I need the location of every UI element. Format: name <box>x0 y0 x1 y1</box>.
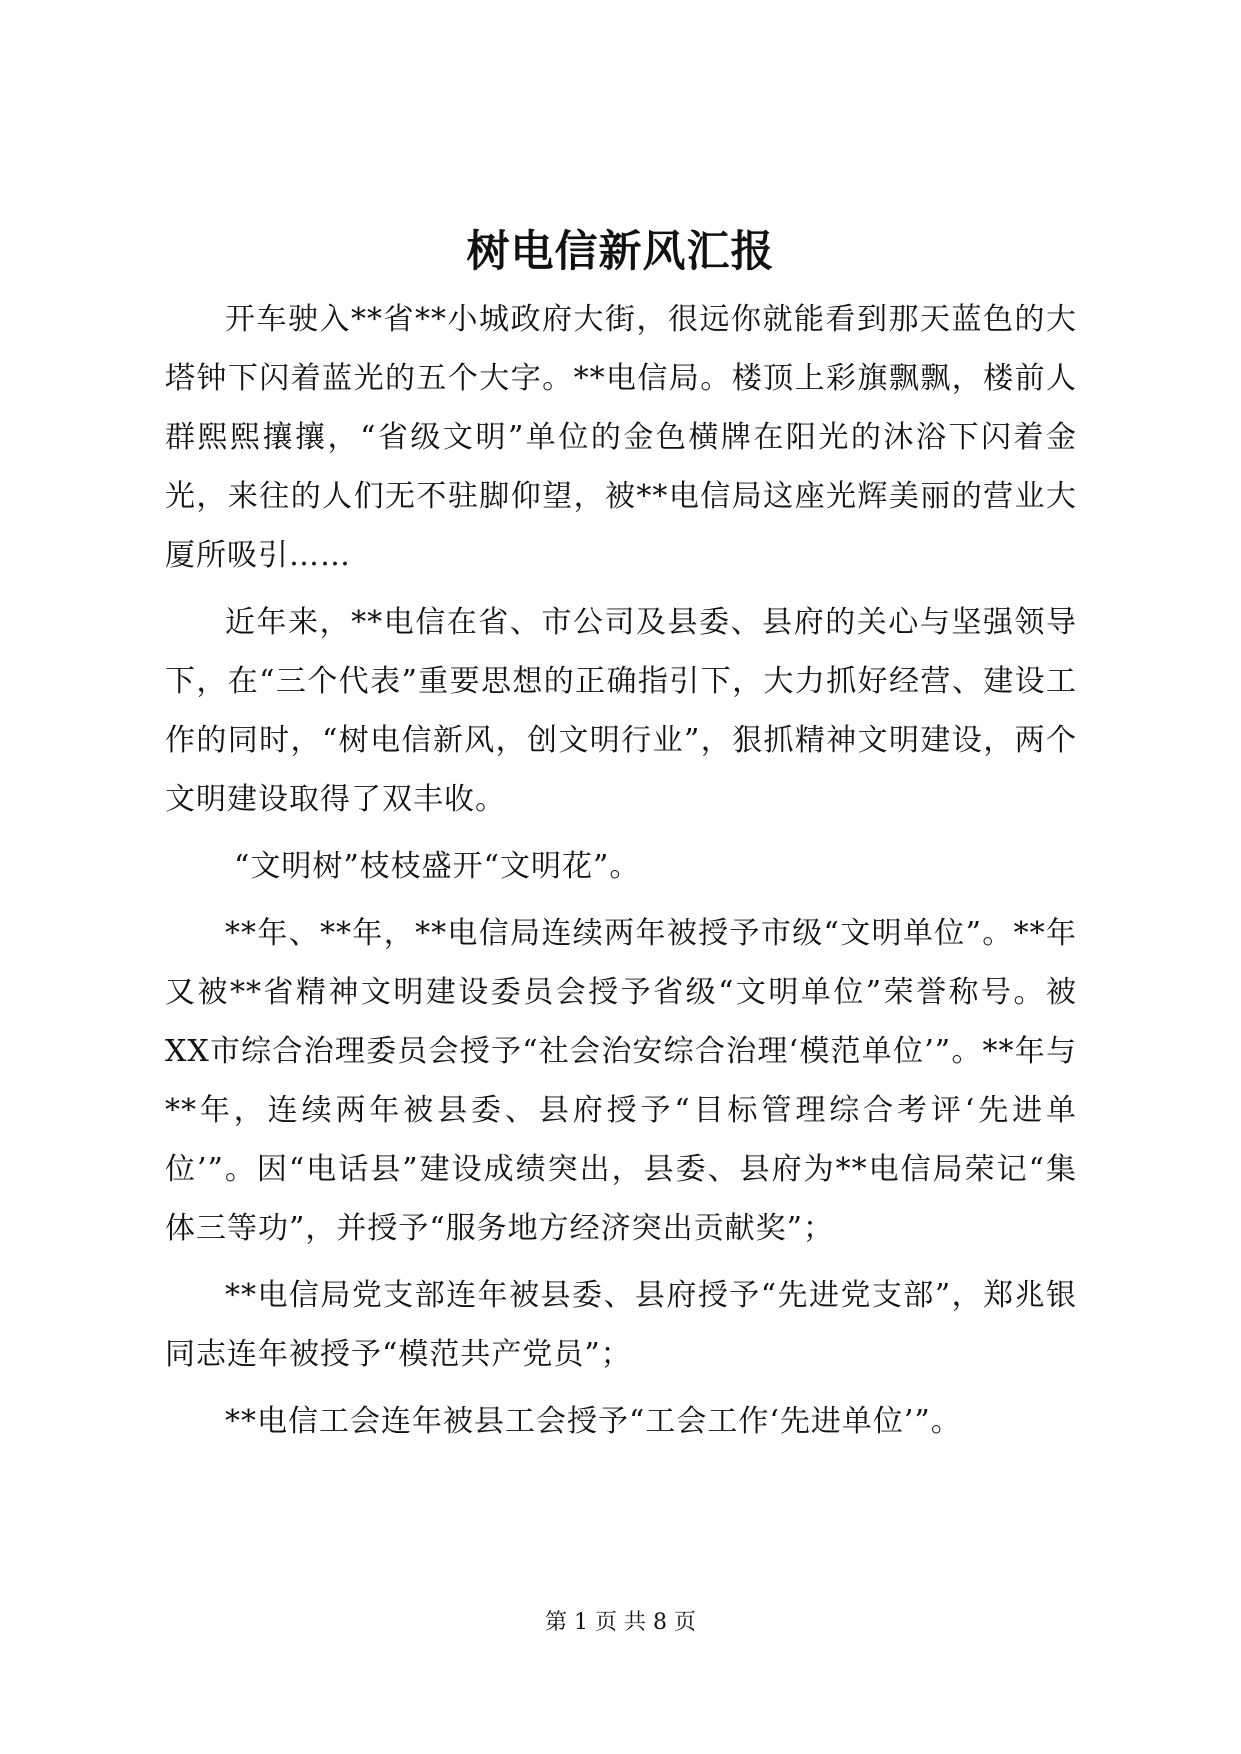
paragraph: **年、**年，**电信局连续两年被授予市级“文明单位”。**年又被**省精神文明建设委员会授予省级“文明单位”荣誉称号。被XX市综合治理委员会授予“社会治安综合治理‘模范单位’”。**年与**年，连续两年被县委、县府授予“目标管理综合考评‘先进单位’”。因“电话县”建设成绩突出，县委、县府为**电信局荣记“集体三等功”，并授予“服务地方经济突出贡献奖”； <box>165 916 1077 1246</box>
page-number-footer: 第 1 页 共 8 页 <box>545 1610 696 1635</box>
paragraph: 开车驶入**省**小城政府大街，很远你就能看到那天蓝色的大塔钟下闪着蓝光的五个大字。**电信局。楼顶上彩旗飘飘，楼前人群熙熙攘攘，“省级文明”单位的金色横牌在阳光的沐浴下闪着金光，来往的人们无不驻脚仰望，被**电信局这座光辉美丽的营业大厦所吸引…… <box>165 302 1077 573</box>
document-title: 树电信新风汇报 <box>466 227 775 277</box>
document-body <box>165 290 1077 1459</box>
paragraph: 近年来，**电信在省、市公司及县委、县府的关心与坚强领导下，在“三个代表”重要思想的正确指引下，大力抓好经营、建设工作的同时，“树电信新风，创文明行业”，狠抓精神文明建设，两个文明建设取得了双丰收。 <box>165 605 1077 817</box>
paragraph: “文明树”枝枝盛开“文明花”。 <box>234 849 641 884</box>
paragraph: **电信工会连年被县工会授予“工会工作‘先进单位’”。 <box>225 1404 962 1439</box>
paragraph: **电信局党支部连年被县委、县府授予“先进党支部”，郑兆银同志连年被授予“模范共产党员”； <box>165 1278 1077 1372</box>
